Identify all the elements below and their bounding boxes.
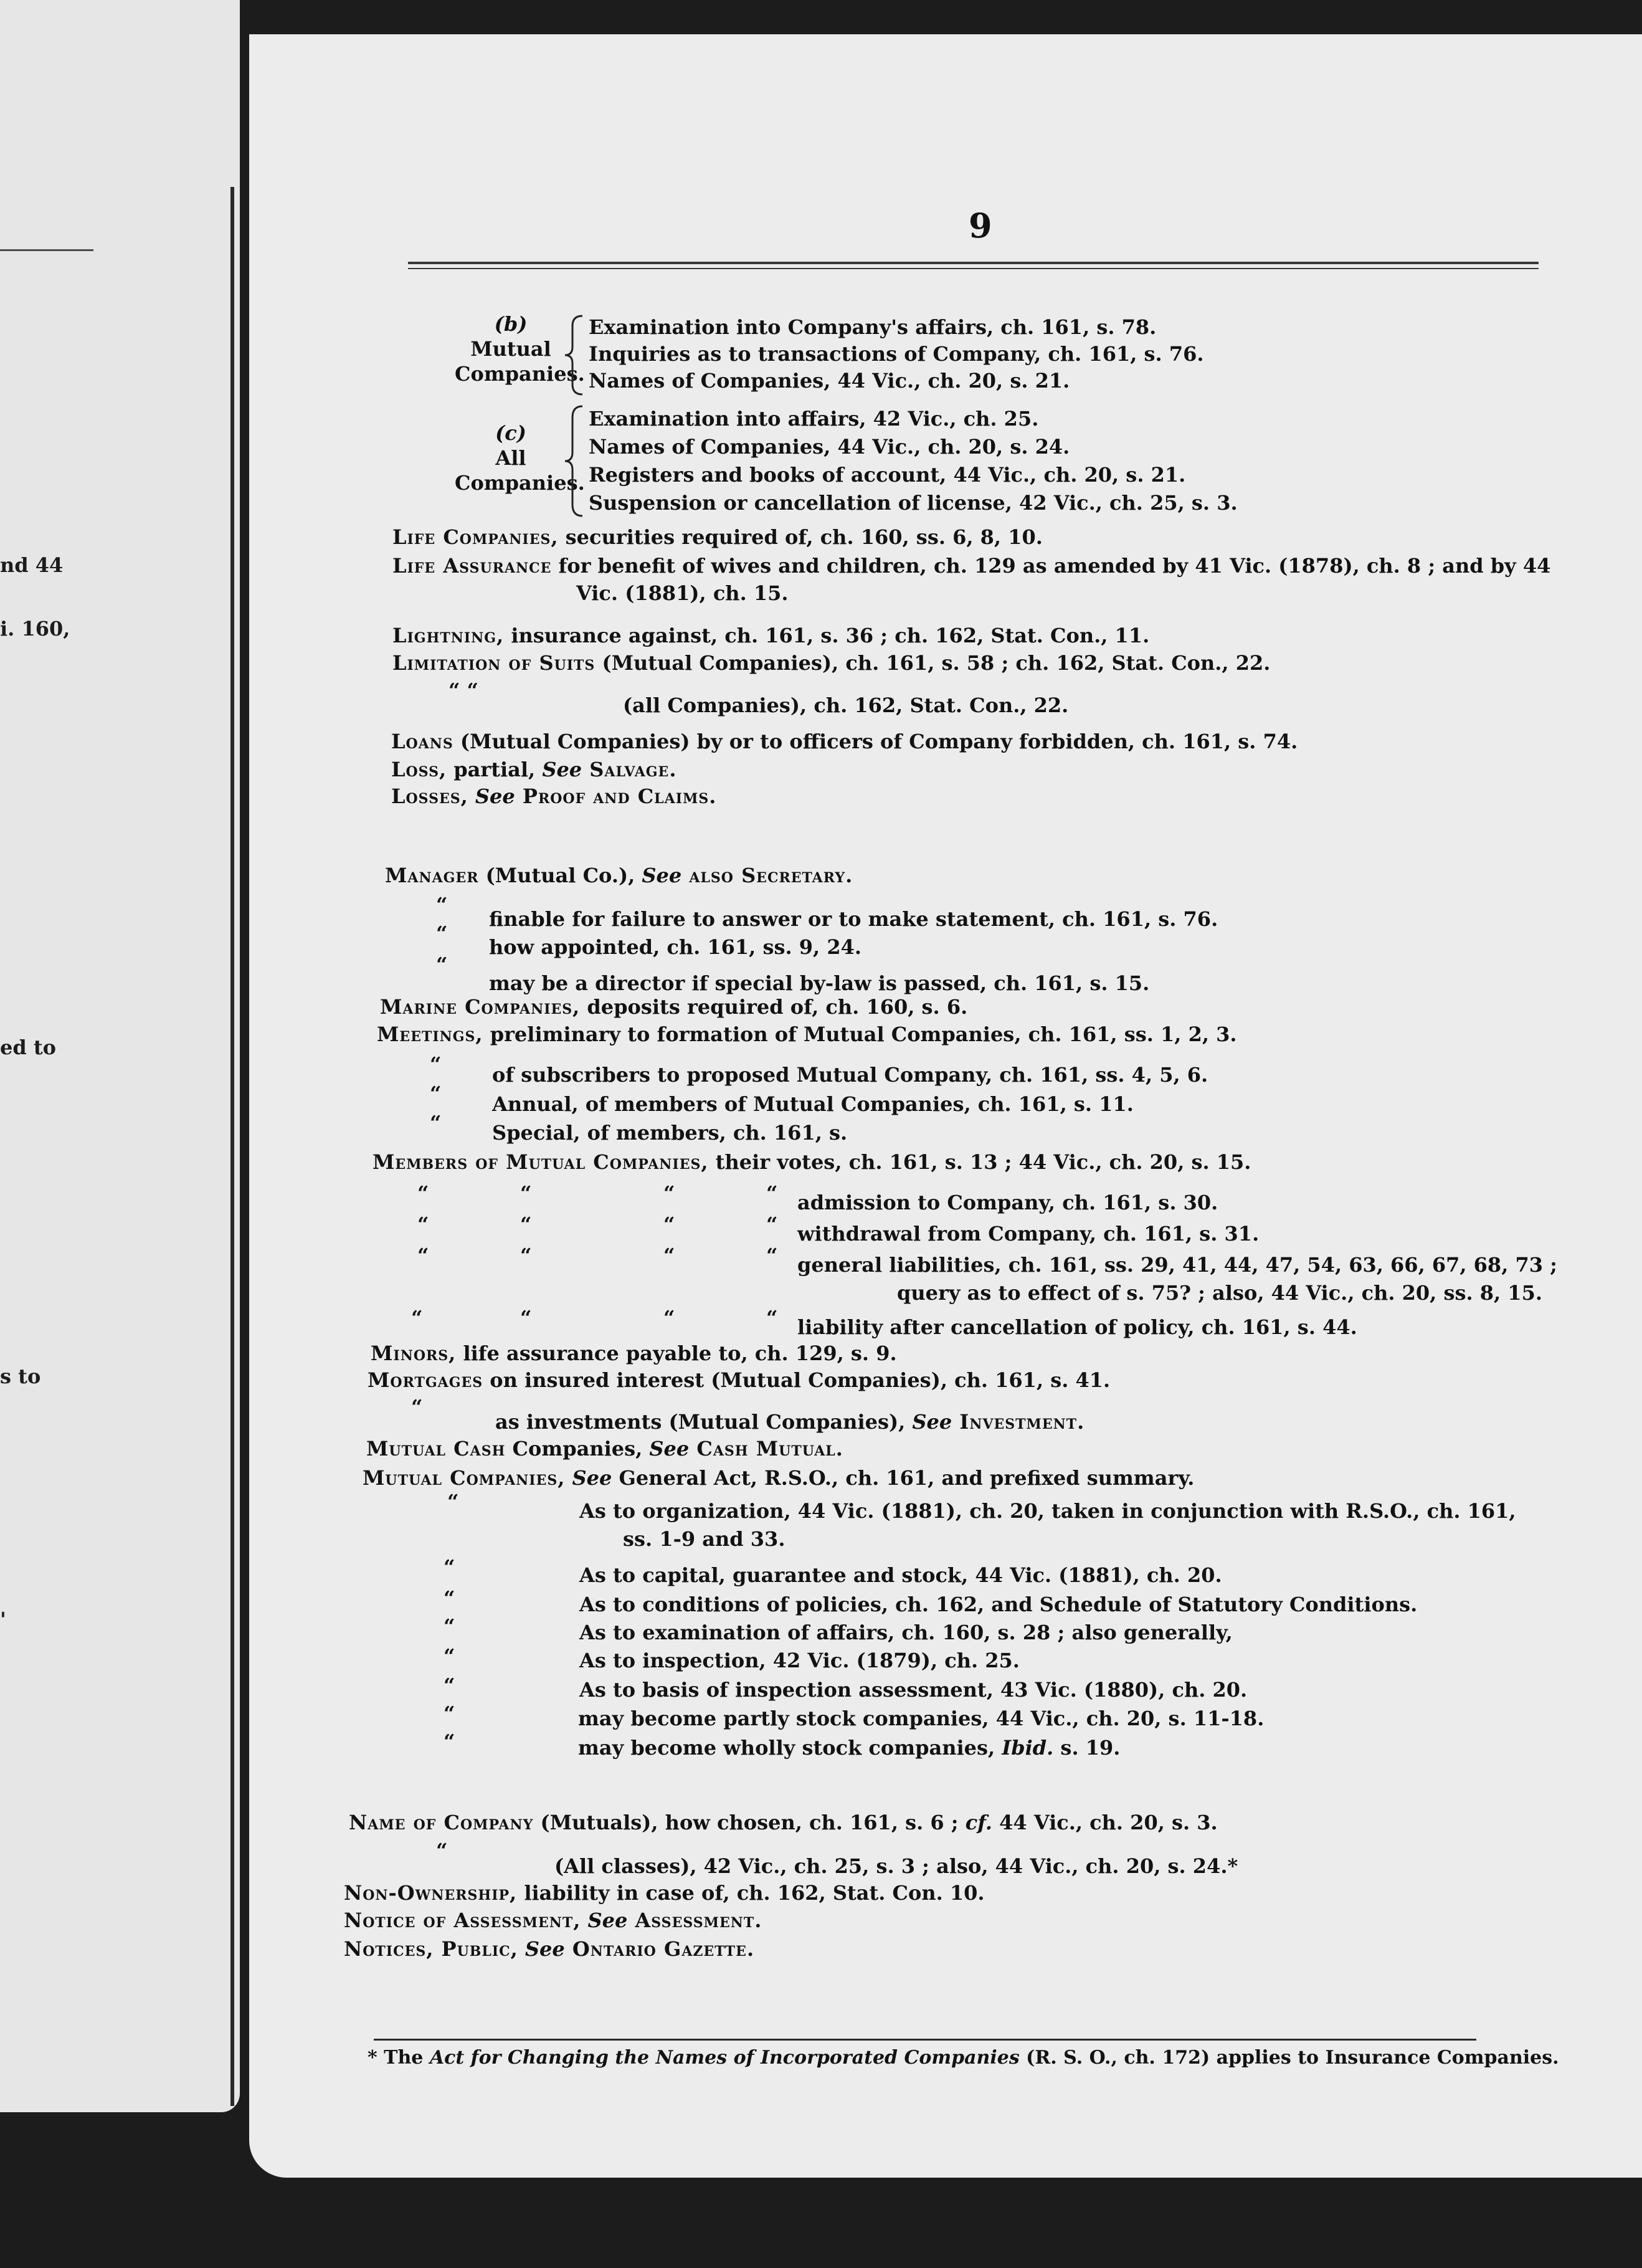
ditto-mark: “ [436,893,448,917]
footnote [368,2047,1559,2069]
section-b-line-1: Examination into Company's affairs, ch. 161, s. 78. [589,315,1157,339]
entry-ibid: Ibid. [1002,1736,1054,1760]
entry-life-assurance-cont: Vic. (1881), ch. 15. [576,581,789,605]
entry-head: Members of Mutual Companies, [373,1150,709,1174]
entry-manager-2: how appointed, ch. 161, ss. 9, 24. [489,935,861,959]
ditto-mark: “ [663,1306,675,1330]
section-b-label-1: Mutual [470,337,551,361]
section-b-brace [564,315,586,396]
entry-mc-2: As to capital, guarantee and stock, 44 Vic. (1881), ch. 20. [579,1563,1222,1587]
top-rule-1 [408,262,1539,264]
entry-mutual-companies [363,1465,1194,1490]
entry-notice-of-assessment [344,1908,762,1933]
entry-losses [391,784,716,809]
ditto-mark: “ [520,1181,532,1205]
entry-text-end: s. 19. [1053,1736,1121,1760]
entry-marine [380,994,967,1019]
entry-manager [385,863,853,888]
left-page-rule [0,249,93,251]
entry-text: insurance against, ch. 161, s. 36 ; ch. 162, Stat. Con., 11. [504,624,1150,647]
entry-text: General Act, R.S.O., ch. 161, and prefixed summary. [612,1466,1195,1490]
section-c-brace [564,405,586,517]
entry-members-4: liability after cancellation of policy, ch. 161, s. 44. [797,1315,1357,1339]
entry-text: (Mutual Companies) by or to officers of Company forbidden, ch. 161, s. 74. [453,730,1298,753]
ditto-mark: “ [436,1839,448,1862]
ditto-mark: “ [430,1111,442,1135]
entry-mutual-cash [366,1436,843,1461]
ditto-mark: “ [411,1395,423,1419]
entry-mc-1: As to organization, 44 Vic. (1881), ch. 20, taken in conjunction with R.S.O., ch. 161, [579,1499,1516,1523]
entry-ref: Investment. [952,1410,1085,1434]
entry-see: See [468,784,515,808]
entry-text: on insured interest (Mutual Companies), ch. 161, s. 41. [483,1368,1111,1392]
entry-limitation-ditto: “ “ [448,679,478,702]
section-b-label-2: Companies. [455,362,585,386]
entry-non-ownership [344,1880,985,1905]
entry-text: for benefit of wives and children, ch. 129 as amended by 41 Vic. (1878), ch. 8 ; and by 44 [551,554,1551,578]
entry-text: partial, [447,758,543,781]
entry-text: deposits required of, ch. 160, s. 6. [580,995,968,1019]
ditto-mark: “ [766,1181,778,1205]
entry-mc-4: As to examination of affairs, ch. 160, s. 28 ; also generally, [579,1621,1233,1644]
ditto-mark: “ [444,1614,455,1638]
entry-members-3b: query as to effect of s. 75? ; also, 44 Vic., ch. 20, ss. 8, 15. [897,1281,1542,1305]
entry-text: liability in case of, ch. 162, Stat. Con. 10. [517,1881,985,1905]
entry-see: See [642,864,682,887]
ditto-mark: “ [520,1213,532,1236]
ditto-mark: “ [444,1644,455,1668]
entry-members-2: withdrawal from Company, ch. 161, s. 31. [797,1222,1260,1246]
ditto-mark: “ [444,1555,455,1579]
entry-text: (Mutual Companies), ch. 161, s. 58 ; ch. 162, Stat. Con., 22. [595,651,1271,675]
section-c-label-2: Companies. [455,471,585,495]
entry-ref: Salvage. [582,758,677,781]
entry-notices-public [344,1937,754,1961]
footnote-rest: (R. S. O., ch. 172) applies to Insurance Companies. [1019,2047,1559,2069]
entry-text: (Mutuals), how chosen, ch. 161, s. 6 ; [533,1811,966,1834]
entry-members [373,1150,1251,1174]
entry-head: Mutual Companies, [363,1466,566,1490]
ditto-mark: “ [663,1181,675,1205]
entry-members-1: admission to Company, ch. 161, s. 30. [797,1191,1218,1214]
left-page-edge [0,0,240,2112]
entry-head: Name of Company [349,1811,534,1834]
entry-head: Lightning, [392,624,505,647]
ditto-mark: “ [417,1244,429,1267]
entry-ref: Ontario Gazette. [564,1937,755,1961]
entry-ref: Assessment. [627,1908,762,1932]
section-c-line-1: Examination into affairs, 42 Vic., ch. 25. [589,407,1039,431]
footnote-star: * The [368,2047,430,2069]
entry-loss [391,757,676,782]
entry-see: See [581,1908,628,1932]
entry-loans [391,729,1298,754]
entry-head: Mortgages [368,1368,483,1392]
entry-text-end: 44 Vic., ch. 20, s. 3. [992,1811,1218,1834]
entry-cf: cf. [965,1811,992,1834]
footnote-title: Act for Changing the Names of Incorporated Companies [429,2047,1020,2069]
entry-meetings-3: Special, of members, ch. 161, s. [492,1121,848,1145]
entry-head: Loans [391,730,453,753]
entry-head: Loss, [391,758,447,781]
entry-text: life assurance payable to, ch. 129, s. 9. [456,1341,897,1365]
entry-mc-6: As to basis of inspection assessment, 43 Vic. (1880), ch. 20. [579,1678,1248,1702]
entry-head: Notice of Assessment, [344,1908,581,1932]
entry-see: See [565,1466,612,1490]
ditto-mark: “ [766,1244,778,1267]
entry-manager-3: may be a director if special by-law is passed, ch. 161, s. 15. [489,971,1150,995]
entry-text: securities required of, ch. 160, ss. 6, 8, 10. [558,525,1043,549]
ditto-mark: “ [766,1213,778,1236]
entry-mc-1b: ss. 1-9 and 33. [623,1527,785,1551]
section-b-line-2: Inquiries as to transactions of Company, ch. 161, s. 76. [589,342,1204,366]
entry-meetings-2: Annual, of members of Mutual Companies, ch. 161, s. 11. [492,1092,1134,1116]
entry-meetings [377,1022,1237,1047]
entry-ref: Proof and Claims. [515,784,717,808]
left-edge-text-2: i. 160, [0,617,70,641]
entry-head: Notices, Public, [344,1937,518,1961]
ditto-mark: “ [436,922,448,945]
section-c-label [455,421,585,495]
ditto-mark: “ [444,1702,455,1725]
entry-lightning [392,623,1149,648]
ditto-mark: “ [520,1244,532,1267]
entry-see: See [542,758,582,781]
footnote-rule [374,2039,1476,2041]
section-c-letter: (c) [495,421,526,445]
entry-text: preliminary to formation of Mutual Companies, ch. 161, ss. 1, 2, 3. [483,1022,1237,1046]
entry-head: Marine Companies, [380,995,581,1019]
entry-ref: Cash Mutual. [689,1437,843,1460]
entry-see: See [912,1410,952,1434]
entry-mc-7: may become partly stock companies, 44 Vic., ch. 20, s. 11-18. [578,1707,1265,1730]
left-edge-text-1: nd 44 [0,553,64,577]
entry-members-3: general liabilities, ch. 161, ss. 29, 41, 44, 47, 54, 63, 66, 67, 68, 73 ; [797,1253,1557,1277]
ditto-mark: “ [447,1490,459,1513]
section-b-label [455,312,585,386]
entry-text: as investments (Mutual Companies), [495,1410,913,1434]
entry-head: Life Companies, [392,525,559,549]
ditto-mark: “ [444,1730,455,1753]
entry-head: Manager [385,864,479,887]
entry-name-of-company [349,1810,1218,1835]
page-number: 9 [969,206,992,245]
entry-meetings-1: of subscribers to proposed Mutual Company, ch. 161, ss. 4, 5, 6. [492,1063,1208,1087]
left-edge-text-5: ' [0,1608,6,1631]
entry-mc-5: As to inspection, 42 Vic. (1879), ch. 25. [579,1649,1020,1672]
ditto-mark: “ [417,1181,429,1205]
entry-head: Non-Ownership, [344,1881,518,1905]
entry-name-1: (All classes), 42 Vic., ch. 25, s. 3 ; also, 44 Vic., ch. 20, s. 24.* [554,1854,1238,1878]
entry-text: their votes, ch. 161, s. 13 ; 44 Vic., ch. 20, s. 15. [708,1150,1251,1174]
entry-ref: also Secretary. [681,864,853,887]
entry-head: Losses, [391,784,468,808]
entry-life-companies [392,525,1043,550]
entry-text: Companies, [505,1437,650,1460]
entry-life-assurance [392,553,1550,578]
section-c-line-3: Registers and books of account, 44 Vic., ch. 20, s. 21. [589,463,1186,487]
entry-limitation-cont: (all Companies), ch. 162, Stat. Con., 22. [623,693,1069,717]
entry-mc-8 [578,1735,1120,1760]
section-c-label-1: All [495,446,526,470]
left-edge-text-4: s to [0,1365,41,1388]
section-b-line-3: Names of Companies, 44 Vic., ch. 20, s. 21. [589,369,1070,393]
top-rule-2 [408,268,1539,269]
left-edge-text-3: ed to [0,1036,56,1059]
entry-head: Limitation of Suits [392,651,596,675]
page-gutter [230,187,234,2106]
entry-see: See [649,1437,690,1460]
ditto-mark: “ [766,1306,778,1330]
ditto-mark: “ [520,1306,532,1330]
ditto-mark: “ [430,1052,442,1076]
ditto-mark: “ [417,1213,429,1236]
entry-head: Minors, [371,1341,457,1365]
ditto-mark: “ [663,1244,675,1267]
ditto-mark: “ [444,1586,455,1610]
ditto-mark: “ [430,1082,442,1105]
entry-text: may become wholly stock companies, [578,1736,1002,1760]
section-c-line-2: Names of Companies, 44 Vic., ch. 20, s. 24. [589,435,1070,459]
entry-see: See [518,1937,565,1961]
entry-head: Meetings, [377,1022,483,1046]
section-b-letter: (b) [494,312,528,336]
entry-minors [371,1341,897,1366]
ditto-mark: “ [444,1674,455,1697]
section-c-line-4: Suspension or cancellation of license, 42 Vic., ch. 25, s. 3. [589,491,1238,515]
entry-mc-3: As to conditions of policies, ch. 162, and Schedule of Statutory Conditions. [579,1593,1418,1616]
entry-head: Life Assurance [392,554,552,578]
entry-limitation [392,650,1270,675]
entry-manager-1: finable for failure to answer or to make statement, ch. 161, s. 76. [489,907,1218,931]
entry-mortgages-1 [495,1409,1084,1434]
ditto-mark: “ [436,953,448,976]
entry-head: Mutual Cash [366,1437,506,1460]
entry-mortgages [368,1368,1110,1393]
ditto-mark: “ [411,1306,423,1330]
entry-text: (Mutual Co.), [478,864,642,887]
ditto-mark: “ [663,1213,675,1236]
